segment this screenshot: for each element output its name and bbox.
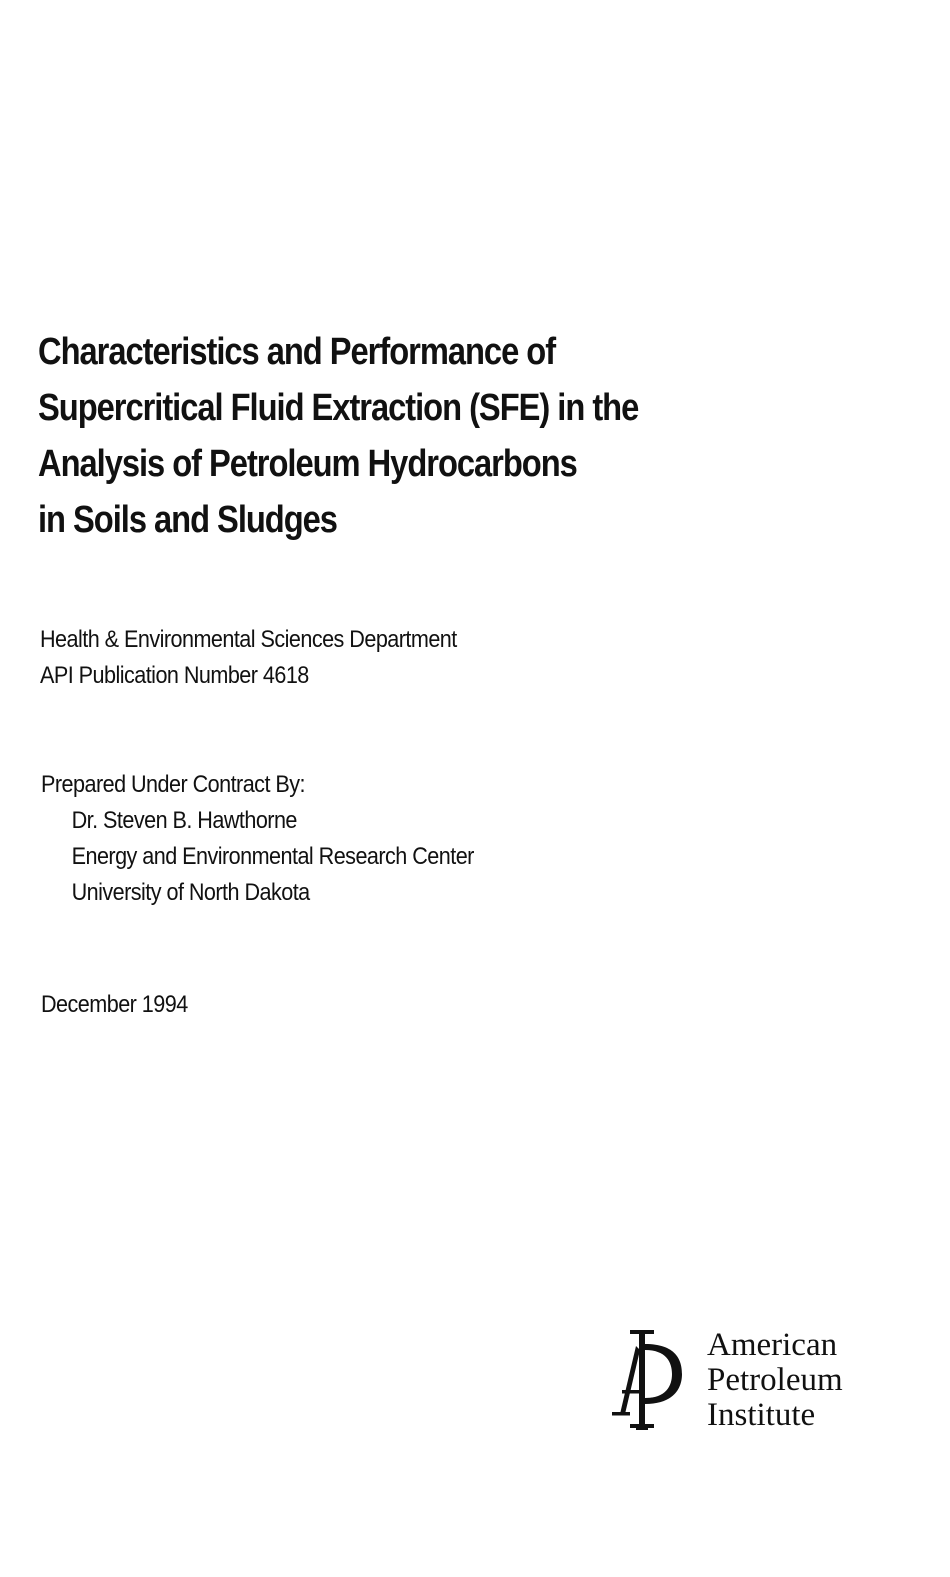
api-name: [707, 1328, 843, 1433]
publication-date-block: [41, 987, 204, 1023]
publication-date: December 1994: [41, 991, 188, 1018]
department-name: Health & Environmental Sciences Department: [40, 626, 457, 653]
prepared-by-heading: Prepared Under Contract By:: [41, 771, 305, 798]
api-logo: [606, 1326, 866, 1436]
research-center: Energy and Environmental Research Center: [71, 843, 474, 870]
title-line-1: Characteristics and Performance of: [38, 331, 556, 373]
author-name: Dr. Steven B. Hawthorne: [71, 807, 297, 834]
preparer-info: [41, 767, 522, 911]
title-line-3: Analysis of Petroleum Hydrocarbons: [38, 443, 577, 485]
api-emblem-icon: [606, 1326, 690, 1436]
api-name-line-1: American: [707, 1327, 838, 1363]
api-name-line-3: Institute: [707, 1397, 816, 1433]
publication-number: API Publication Number 4618: [40, 662, 309, 689]
department-info: [40, 622, 503, 694]
report-title: [38, 324, 898, 548]
university-name: University of North Dakota: [71, 879, 310, 906]
title-line-4: in Soils and Sludges: [38, 499, 337, 541]
api-name-line-2: Petroleum: [707, 1362, 843, 1398]
title-line-2: Supercritical Fluid Extraction (SFE) in the: [38, 387, 639, 429]
